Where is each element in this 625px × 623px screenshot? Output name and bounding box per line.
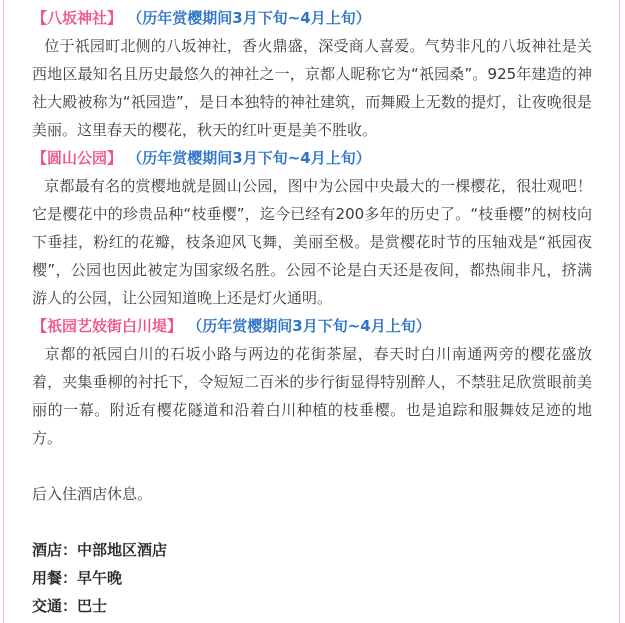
spacer <box>32 508 592 536</box>
section-heading-yasaka <box>32 4 592 32</box>
section-period: （历年赏樱期间3月下旬~4月上旬） <box>187 317 431 335</box>
section-body-yasaka <box>32 32 592 144</box>
section-body-text: 京都的祇园白川的石坂小路与两边的花街茶屋，春天时白川南通两旁的樱花盛放着，夹集垂柳的衬托下，令短短二百米的步行街显得特别醉人，不禁驻足欣赏眼前美丽的一幕。附近有樱花隧道和沿着白川种植的枝垂樱。也是追踪和服舞妓足迹的地方。 <box>32 345 592 447</box>
itinerary-content <box>32 4 592 620</box>
section-name: 【祇园艺妓街白川堤】 <box>32 317 183 335</box>
section-period: （历年赏樱期间3月下旬~4月上旬） <box>127 149 371 167</box>
section-body-shirakawa <box>32 340 592 452</box>
section-heading-maruyama <box>32 144 592 172</box>
spacer <box>32 452 592 480</box>
hotel-info: 酒店：中部地区酒店 <box>32 541 168 559</box>
meals-info: 用餐：早午晚 <box>32 569 123 587</box>
section-name: 【圆山公园】 <box>32 149 123 167</box>
section-body-text: 京都最有名的赏樱地就是圆山公园，图中为公园中央最大的一棵樱花，很壮观吧！它是樱花中的珍贵品种“枝垂樱”，迄今已经有200多年的历史了。“枝垂樱”的树枝向下垂挂，粉红的花瓣，枝条迎风飞舞，美丽至极。是赏樱花时节的压轴戏是“祇园夜樱”，公园也因此被定为国家级名胜。公园不论是白天还是夜间，都热闹非凡，挤满游人的公园，让公园知道晚上还是灯火通明。 <box>32 177 592 307</box>
transport-info: 交通：巴士 <box>32 597 108 615</box>
section-heading-shirakawa <box>32 312 592 340</box>
section-period: （历年赏樱期间3月下旬~4月上旬） <box>127 9 371 27</box>
closing-text: 后入住酒店休息。 <box>32 485 153 503</box>
section-body-text: 位于祇园町北侧的八坂神社，香火鼎盛，深受商人喜爱。气势非凡的八坂神社是关西地区最知名且历史最悠久的神社之一，京都人昵称它为“祇园桑”。925年建造的神社大殿被称为“祇园造”，是日本独特的神社建筑，而舞殿上无数的提灯，让夜晚很是美丽。这里春天的樱花，秋天的红叶更是美不胜收。 <box>32 37 592 139</box>
section-name: 【八坂神社】 <box>32 9 123 27</box>
section-body-maruyama <box>32 172 592 312</box>
